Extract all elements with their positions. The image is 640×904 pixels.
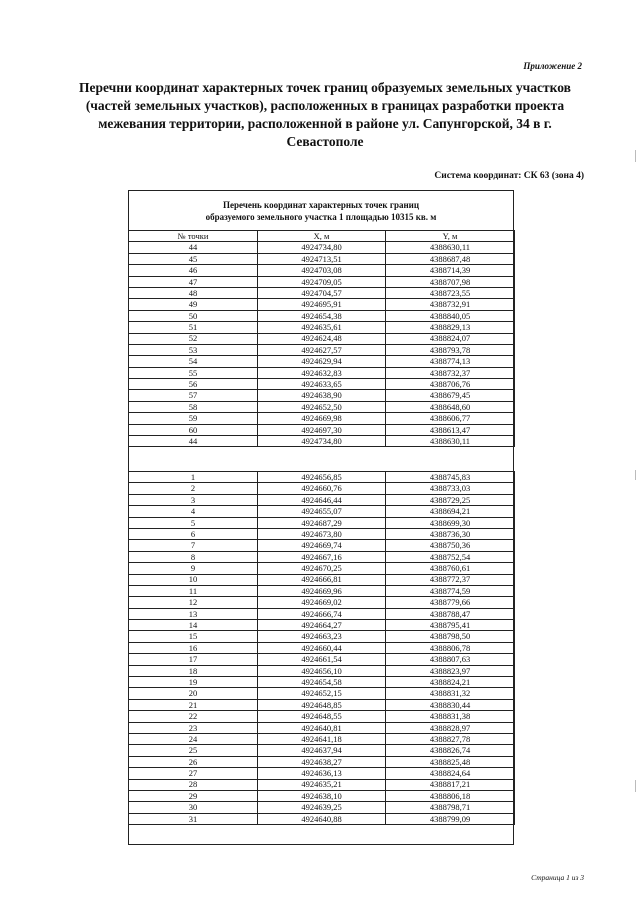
y-coordinate-cell: 4388824,21 — [386, 677, 515, 688]
coordinates-table-2 — [128, 471, 515, 825]
table-row — [129, 722, 515, 733]
y-coordinate-cell: 4388779,66 — [386, 597, 515, 608]
point-number-cell: 60 — [129, 424, 258, 435]
x-coordinate-cell: 4924640,88 — [258, 813, 386, 824]
point-number-cell: 46 — [129, 265, 258, 276]
x-coordinate-cell: 4924703,08 — [258, 265, 386, 276]
document-title — [70, 79, 580, 151]
point-number-cell: 20 — [129, 688, 258, 699]
point-number-cell: 27 — [129, 768, 258, 779]
y-coordinate-cell: 4388733,03 — [386, 483, 515, 494]
table-header-row — [129, 231, 515, 242]
y-coordinate-cell: 4388694,21 — [386, 506, 515, 517]
coordinates-table-2-body — [129, 472, 515, 825]
y-coordinate-cell: 4388679,45 — [386, 390, 515, 401]
point-number-cell: 16 — [129, 642, 258, 653]
x-coordinate-cell: 4924673,80 — [258, 528, 386, 539]
x-coordinate-cell: 4924667,16 — [258, 551, 386, 562]
x-coordinate-cell: 4924663,23 — [258, 631, 386, 642]
scan-edge-mark — [635, 780, 636, 792]
point-number-cell: 21 — [129, 699, 258, 710]
point-number-cell: 55 — [129, 367, 258, 378]
x-coordinate-cell: 4924632,83 — [258, 367, 386, 378]
coordinates-table-1-body — [129, 231, 515, 447]
title-line: Севастополе — [286, 134, 364, 149]
table-row — [129, 528, 515, 539]
y-coordinate-cell: 4388829,13 — [386, 322, 515, 333]
y-coordinate-cell: 4388772,37 — [386, 574, 515, 585]
point-number-cell: 5 — [129, 517, 258, 528]
point-number-cell: 59 — [129, 413, 258, 424]
y-coordinate-cell: 4388795,41 — [386, 620, 515, 631]
column-header: Y, м — [386, 231, 515, 242]
table-row — [129, 608, 515, 619]
y-coordinate-cell: 4388732,37 — [386, 367, 515, 378]
point-number-cell: 28 — [129, 779, 258, 790]
table-row — [129, 367, 515, 378]
appendix-label: Приложение 2 — [523, 61, 582, 71]
y-coordinate-cell: 4388824,64 — [386, 768, 515, 779]
x-coordinate-cell: 4924697,30 — [258, 424, 386, 435]
y-coordinate-cell: 4388806,18 — [386, 790, 515, 801]
y-coordinate-cell: 4388732,91 — [386, 299, 515, 310]
x-coordinate-cell: 4924638,10 — [258, 790, 386, 801]
point-number-cell: 24 — [129, 733, 258, 744]
y-coordinate-cell: 4388817,21 — [386, 779, 515, 790]
point-number-cell: 11 — [129, 585, 258, 596]
table-row — [129, 699, 515, 710]
table-row — [129, 242, 515, 253]
y-coordinate-cell: 4388687,48 — [386, 253, 515, 264]
x-coordinate-cell: 4924654,38 — [258, 310, 386, 321]
table-row — [129, 733, 515, 744]
table-row — [129, 665, 515, 676]
table-row — [129, 265, 515, 276]
table-row — [129, 688, 515, 699]
table-row — [129, 390, 515, 401]
y-coordinate-cell: 4388714,39 — [386, 265, 515, 276]
y-coordinate-cell: 4388831,38 — [386, 711, 515, 722]
table-row — [129, 287, 515, 298]
point-number-cell: 12 — [129, 597, 258, 608]
x-coordinate-cell: 4924639,25 — [258, 802, 386, 813]
point-number-cell: 3 — [129, 494, 258, 505]
y-coordinate-cell: 4388831,32 — [386, 688, 515, 699]
x-coordinate-cell: 4924670,25 — [258, 563, 386, 574]
x-coordinate-cell: 4924652,50 — [258, 401, 386, 412]
table-row — [129, 472, 515, 483]
x-coordinate-cell: 4924687,29 — [258, 517, 386, 528]
y-coordinate-cell: 4388798,50 — [386, 631, 515, 642]
y-coordinate-cell: 4388774,59 — [386, 585, 515, 596]
point-number-cell: 4 — [129, 506, 258, 517]
point-number-cell: 29 — [129, 790, 258, 801]
x-coordinate-cell: 4924713,51 — [258, 253, 386, 264]
point-number-cell: 7 — [129, 540, 258, 551]
y-coordinate-cell: 4388750,36 — [386, 540, 515, 551]
y-coordinate-cell: 4388723,55 — [386, 287, 515, 298]
x-coordinate-cell: 4924669,74 — [258, 540, 386, 551]
table-row — [129, 540, 515, 551]
point-number-cell: 30 — [129, 802, 258, 813]
table-row — [129, 299, 515, 310]
x-coordinate-cell: 4924695,91 — [258, 299, 386, 310]
point-number-cell: 26 — [129, 756, 258, 767]
y-coordinate-cell: 4388824,07 — [386, 333, 515, 344]
point-number-cell: 45 — [129, 253, 258, 264]
table-row — [129, 585, 515, 596]
column-header: № точки — [129, 231, 258, 242]
x-coordinate-cell: 4924646,44 — [258, 494, 386, 505]
table-row — [129, 401, 515, 412]
table-row — [129, 813, 515, 824]
x-coordinate-cell: 4924638,27 — [258, 756, 386, 767]
y-coordinate-cell: 4388807,63 — [386, 654, 515, 665]
point-number-cell: 52 — [129, 333, 258, 344]
x-coordinate-cell: 4924669,96 — [258, 585, 386, 596]
point-number-cell: 23 — [129, 722, 258, 733]
table-row — [129, 802, 515, 813]
table-row — [129, 379, 515, 390]
table-row — [129, 436, 515, 447]
table-row — [129, 790, 515, 801]
y-coordinate-cell: 4388707,98 — [386, 276, 515, 287]
x-coordinate-cell: 4924660,76 — [258, 483, 386, 494]
x-coordinate-cell: 4924641,18 — [258, 733, 386, 744]
point-number-cell: 47 — [129, 276, 258, 287]
table-row — [129, 322, 515, 333]
table-row — [129, 276, 515, 287]
x-coordinate-cell: 4924648,85 — [258, 699, 386, 710]
point-number-cell: 44 — [129, 242, 258, 253]
x-coordinate-cell: 4924661,54 — [258, 654, 386, 665]
point-number-cell: 9 — [129, 563, 258, 574]
table-row — [129, 253, 515, 264]
table-row — [129, 563, 515, 574]
table-row — [129, 620, 515, 631]
point-number-cell: 8 — [129, 551, 258, 562]
x-coordinate-cell: 4924660,44 — [258, 642, 386, 653]
y-coordinate-cell: 4388830,44 — [386, 699, 515, 710]
x-coordinate-cell: 4924629,94 — [258, 356, 386, 367]
y-coordinate-cell: 4388788,47 — [386, 608, 515, 619]
x-coordinate-cell: 4924669,02 — [258, 597, 386, 608]
table-row — [129, 310, 515, 321]
y-coordinate-cell: 4388825,48 — [386, 756, 515, 767]
table-row — [129, 494, 515, 505]
table-row — [129, 344, 515, 355]
point-number-cell: 18 — [129, 665, 258, 676]
coordinates-table-1 — [128, 230, 515, 447]
table-row — [129, 711, 515, 722]
table-row — [129, 631, 515, 642]
y-coordinate-cell: 4388736,30 — [386, 528, 515, 539]
table-row — [129, 483, 515, 494]
y-coordinate-cell: 4388774,13 — [386, 356, 515, 367]
x-coordinate-cell: 4924664,27 — [258, 620, 386, 631]
table-row — [129, 654, 515, 665]
y-coordinate-cell: 4388606,77 — [386, 413, 515, 424]
table-row — [129, 779, 515, 790]
table-row — [129, 574, 515, 585]
table-row — [129, 551, 515, 562]
point-number-cell: 44 — [129, 436, 258, 447]
x-coordinate-cell: 4924624,48 — [258, 333, 386, 344]
title-line: (частей земельных участков), расположенных в границах разработки проекта — [85, 98, 565, 113]
x-coordinate-cell: 4924637,94 — [258, 745, 386, 756]
point-number-cell: 2 — [129, 483, 258, 494]
point-number-cell: 49 — [129, 299, 258, 310]
table-row — [129, 756, 515, 767]
x-coordinate-cell: 4924656,10 — [258, 665, 386, 676]
caption-line: Перечень координат характерных точек границ — [222, 200, 420, 210]
y-coordinate-cell: 4388827,78 — [386, 733, 515, 744]
x-coordinate-cell: 4924627,57 — [258, 344, 386, 355]
x-coordinate-cell: 4924635,21 — [258, 779, 386, 790]
page-number: Страница 1 из 3 — [531, 873, 584, 882]
point-number-cell: 57 — [129, 390, 258, 401]
y-coordinate-cell: 4388745,83 — [386, 472, 515, 483]
x-coordinate-cell: 4924635,61 — [258, 322, 386, 333]
point-number-cell: 53 — [129, 344, 258, 355]
point-number-cell: 25 — [129, 745, 258, 756]
table-row — [129, 597, 515, 608]
point-number-cell: 22 — [129, 711, 258, 722]
point-number-cell: 50 — [129, 310, 258, 321]
y-coordinate-cell: 4388793,78 — [386, 344, 515, 355]
x-coordinate-cell: 4924652,15 — [258, 688, 386, 699]
y-coordinate-cell: 4388799,09 — [386, 813, 515, 824]
table-row — [129, 642, 515, 653]
table-row — [129, 745, 515, 756]
title-line: межевания территории, расположенной в районе ул. Сапунгорской, 34 в г. — [98, 116, 552, 131]
point-number-cell: 54 — [129, 356, 258, 367]
x-coordinate-cell: 4924648,55 — [258, 711, 386, 722]
point-number-cell: 14 — [129, 620, 258, 631]
point-number-cell: 56 — [129, 379, 258, 390]
y-coordinate-cell: 4388823,97 — [386, 665, 515, 676]
x-coordinate-cell: 4924666,81 — [258, 574, 386, 585]
x-coordinate-cell: 4924704,57 — [258, 287, 386, 298]
table-row — [129, 677, 515, 688]
point-number-cell: 31 — [129, 813, 258, 824]
point-number-cell: 17 — [129, 654, 258, 665]
table-row — [129, 424, 515, 435]
point-number-cell: 51 — [129, 322, 258, 333]
table-caption — [128, 199, 514, 223]
y-coordinate-cell: 4388613,47 — [386, 424, 515, 435]
table-row — [129, 356, 515, 367]
point-number-cell: 15 — [129, 631, 258, 642]
y-coordinate-cell: 4388760,61 — [386, 563, 515, 574]
point-number-cell: 10 — [129, 574, 258, 585]
y-coordinate-cell: 4388699,30 — [386, 517, 515, 528]
x-coordinate-cell: 4924633,65 — [258, 379, 386, 390]
x-coordinate-cell: 4924656,85 — [258, 472, 386, 483]
point-number-cell: 48 — [129, 287, 258, 298]
y-coordinate-cell: 4388630,11 — [386, 242, 515, 253]
x-coordinate-cell: 4924655,07 — [258, 506, 386, 517]
y-coordinate-cell: 4388828,97 — [386, 722, 515, 733]
point-number-cell: 58 — [129, 401, 258, 412]
x-coordinate-cell: 4924654,58 — [258, 677, 386, 688]
y-coordinate-cell: 4388826,74 — [386, 745, 515, 756]
x-coordinate-cell: 4924666,74 — [258, 608, 386, 619]
x-coordinate-cell: 4924640,81 — [258, 722, 386, 733]
table-row — [129, 768, 515, 779]
coordinate-system-label: Система координат: СК 63 (зона 4) — [434, 171, 584, 181]
caption-line: образуемого земельного участка 1 площадью 10315 кв. м — [205, 212, 437, 222]
point-number-cell: 13 — [129, 608, 258, 619]
scan-edge-mark — [635, 150, 636, 162]
x-coordinate-cell: 4924638,90 — [258, 390, 386, 401]
scan-edge-mark — [635, 470, 636, 480]
x-coordinate-cell: 4924709,05 — [258, 276, 386, 287]
y-coordinate-cell: 4388648,60 — [386, 401, 515, 412]
y-coordinate-cell: 4388630,11 — [386, 436, 515, 447]
y-coordinate-cell: 4388729,25 — [386, 494, 515, 505]
column-header: X, м — [258, 231, 386, 242]
y-coordinate-cell: 4388752,54 — [386, 551, 515, 562]
y-coordinate-cell: 4388806,78 — [386, 642, 515, 653]
table-row — [129, 506, 515, 517]
point-number-cell: 6 — [129, 528, 258, 539]
y-coordinate-cell: 4388706,76 — [386, 379, 515, 390]
x-coordinate-cell: 4924734,80 — [258, 242, 386, 253]
x-coordinate-cell: 4924669,98 — [258, 413, 386, 424]
x-coordinate-cell: 4924734,80 — [258, 436, 386, 447]
y-coordinate-cell: 4388798,71 — [386, 802, 515, 813]
y-coordinate-cell: 4388840,05 — [386, 310, 515, 321]
x-coordinate-cell: 4924636,13 — [258, 768, 386, 779]
point-number-cell: 19 — [129, 677, 258, 688]
table-row — [129, 517, 515, 528]
table-row — [129, 413, 515, 424]
point-number-cell: 1 — [129, 472, 258, 483]
table-row — [129, 333, 515, 344]
title-line: Перечни координат характерных точек границ образуемых земельных участков — [79, 80, 571, 95]
